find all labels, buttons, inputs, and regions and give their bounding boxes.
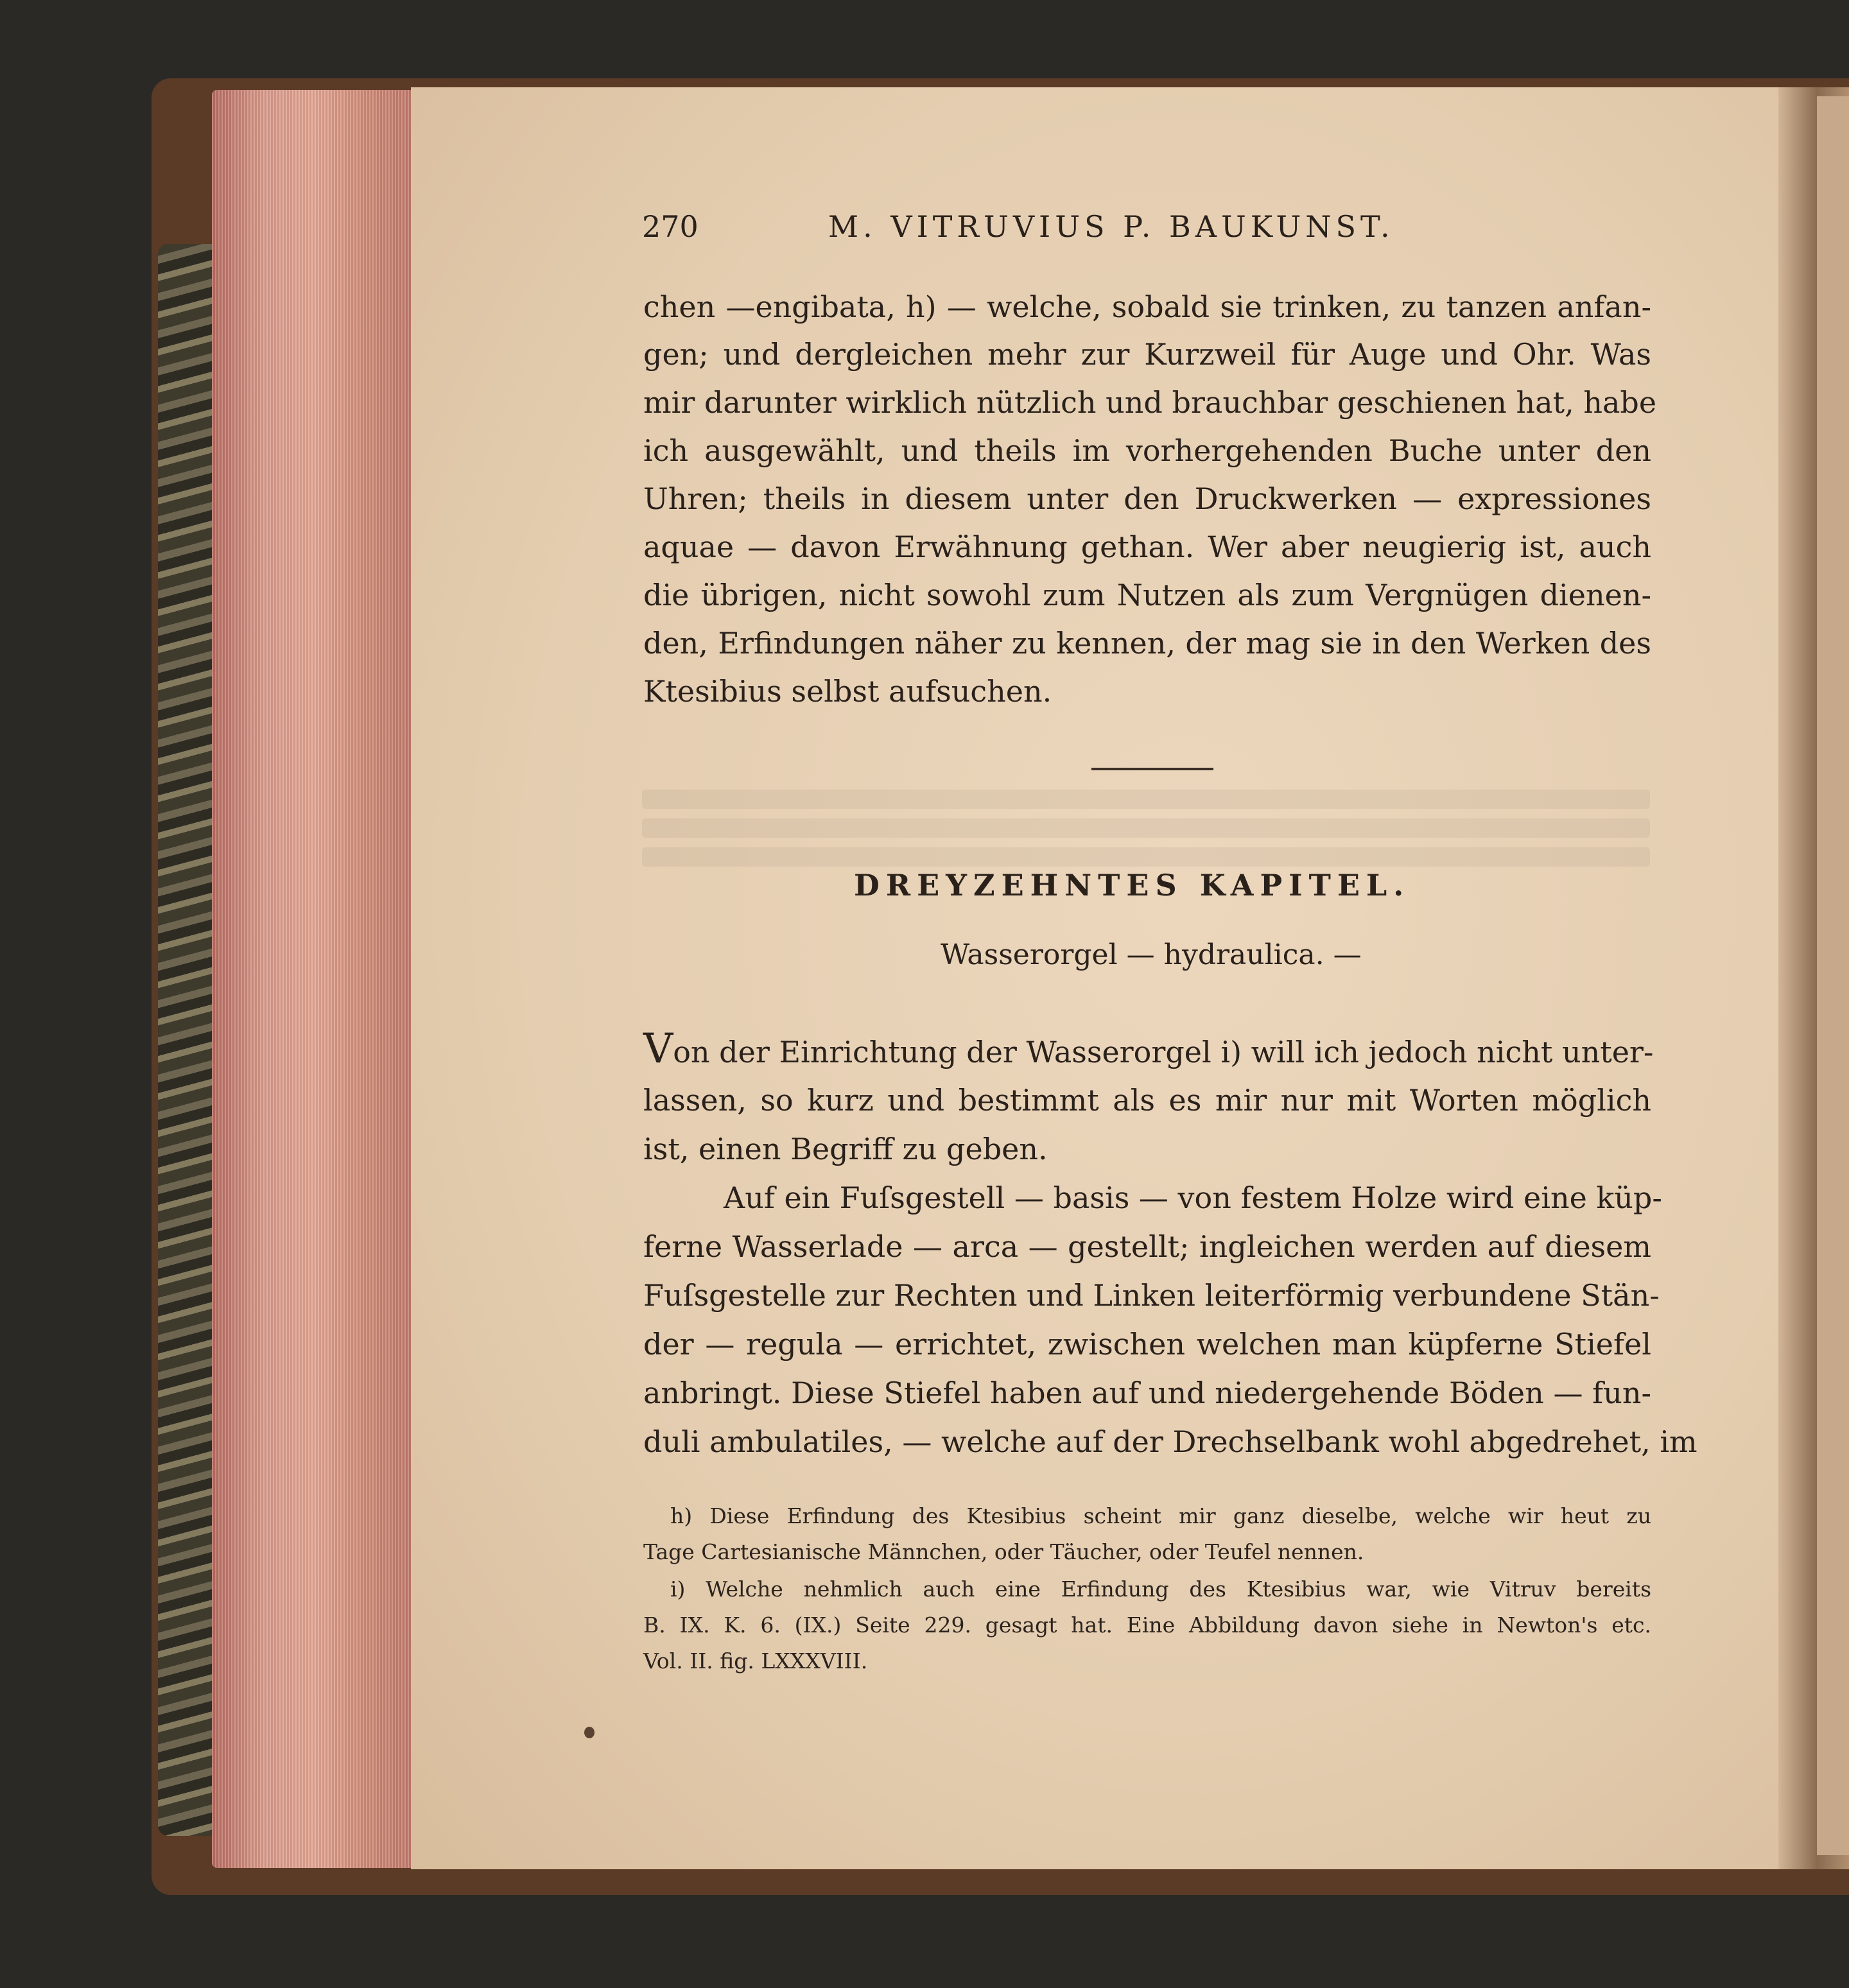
body-line: lassen, so kurz und bestimmt als es mir nur mit Worten möglich xyxy=(643,1083,1651,1118)
ink-spot xyxy=(584,1727,595,1738)
page-edges xyxy=(212,90,417,1868)
section-rule xyxy=(1091,768,1213,770)
footnote-line: i) Welche nehmlich auch eine Erfindung des Ktesibius war, wie Vitruv bereits xyxy=(670,1577,1651,1602)
footnote-line: Vol. II. fig. LXXXVIII. xyxy=(643,1648,868,1673)
body-line-first xyxy=(643,1025,1654,1073)
body-line: ich ausgewählt, und theils im vorhergehenden Buche unter den xyxy=(643,433,1651,468)
body-line: anbringt. Diese Stiefel haben auf und niedergehende Böden — fun- xyxy=(643,1376,1651,1410)
body-line: Fuſsgestelle zur Rechten und Linken leiterförmig verbundene Stän- xyxy=(643,1278,1660,1313)
drop-cap: V xyxy=(643,1025,673,1073)
body-line: der — regula — errichtet, zwischen welchen man küpferne Stiefel xyxy=(643,1327,1651,1361)
body-line: Uhren; theils in diesem unter den Druckwerken — expressiones xyxy=(643,481,1651,516)
body-line: chen —engibata, h) — welche, sobald sie trinken, zu tanzen anfan- xyxy=(643,290,1651,324)
body-line: ferne Wasserlade — arca — gestellt; ingleichen werden auf diesem xyxy=(643,1229,1651,1264)
body-line: ist, einen Begriff zu geben. xyxy=(643,1132,1048,1166)
body-line: Ktesibius selbst aufsuchen. xyxy=(643,674,1052,709)
facing-page-edge xyxy=(1817,96,1849,1855)
show-through xyxy=(642,818,1650,838)
body-line: den, Erfindungen näher zu kennen, der mag sie in den Werken des xyxy=(643,626,1651,661)
marbled-board xyxy=(158,244,216,1836)
body-line: duli ambulatiles, — welche auf der Drechselbank wohl abgedrehet, im xyxy=(643,1424,1697,1459)
body-line: die übrigen, nicht sowohl zum Nutzen als zum Vergnügen dienen- xyxy=(643,578,1651,612)
body-line: mir darunter wirklich nützlich und brauchbar geschienen hat, habe xyxy=(643,385,1657,420)
show-through xyxy=(642,847,1650,867)
footnote-line: Tage Cartesianische Männchen, oder Täucher, oder Teufel nennen. xyxy=(643,1539,1364,1564)
body-line-text: on der Einrichtung der Wasserorgel i) will ich jedoch nicht unter- xyxy=(673,1035,1654,1069)
chapter-subtitle: Wasserorgel — hydraulica. — xyxy=(941,938,1362,971)
body-line: aquae — davon Erwähnung gethan. Wer aber neugierig ist, auch xyxy=(643,530,1651,564)
page-header xyxy=(642,209,1656,248)
show-through xyxy=(642,790,1650,809)
footnote-line: B. IX. K. 6. (IX.) Seite 229. gesagt hat. Eine Abbildung davon siehe in Newton's etc. xyxy=(643,1612,1651,1638)
page-number: 270 xyxy=(642,209,699,244)
chapter-title: DREYZEHNTES KAPITEL. xyxy=(854,868,1411,903)
running-head: M. VITRUVIUS P. BAUKUNST. xyxy=(828,209,1394,244)
body-line: Auf ein Fuſsgestell — basis — von festem Holze wird eine küp- xyxy=(724,1180,1662,1215)
footnote-line: h) Diese Erfindung des Ktesibius scheint mir ganz dieselbe, welche wir heut zu xyxy=(670,1503,1651,1528)
body-line: gen; und dergleichen mehr zur Kurzweil für Auge und Ohr. Was xyxy=(643,337,1651,372)
